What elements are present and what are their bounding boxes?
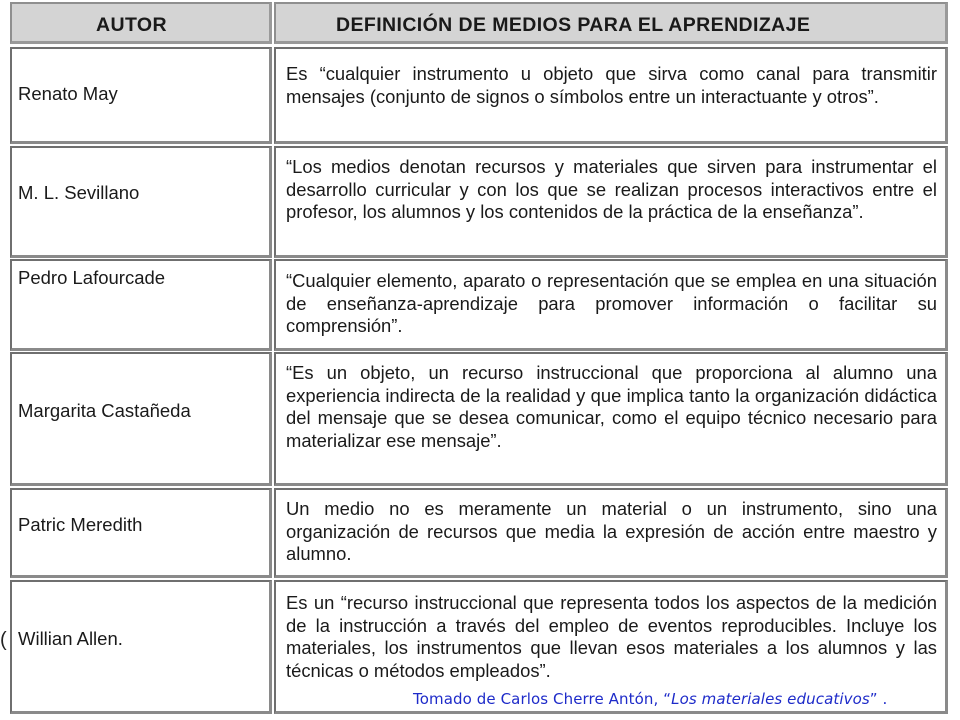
- header-definition-label: DEFINICIÓN DE MEDIOS PARA EL APRENDIZAJE: [336, 14, 811, 36]
- row-definition-cell: [274, 47, 948, 144]
- author-name: Patric Meredith: [18, 514, 143, 535]
- definition-text: Es un “recurso instruccional que representa todos los aspectos de la medición de la instrucción a través del empleo de eventos reproducibles. Incluye los materiales, los instrumentos que llevan esos materiales a los alumnos y las técnicas o métodos empleados”.: [286, 592, 937, 681]
- header-definition-cell: [274, 2, 948, 44]
- author-name: Renato May: [18, 83, 118, 104]
- definition-text: “Cualquier elemento, aparato o representación que se emplea en una situación de enseñanza-aprendizaje para promover información o facilitar su comprensión”.: [286, 270, 937, 337]
- row-author-cell: [10, 488, 272, 578]
- definition-text: “Es un objeto, un recurso instruccional que proporciona al alumno una experiencia indirecta de la realidad y que implica tanto la organización didáctica del mensaje que se desea comunicar, como el equipo técnico necesario para materializar ese mensaje”.: [286, 362, 937, 451]
- row-author-cell: [10, 47, 272, 144]
- row-author-cell: [10, 580, 272, 714]
- definition-text: Es “cualquier instrumento u objeto que sirva como canal para transmitir mensajes (conjunto de signos o símbolos entre un interactuante y otros”.: [286, 63, 937, 107]
- author-name: M. L. Sevillano: [18, 182, 140, 203]
- author-name: Pedro Lafourcade: [18, 267, 166, 288]
- row-definition-cell: [274, 259, 948, 351]
- row-definition-cell: [274, 146, 948, 258]
- row-definition-cell: [274, 488, 948, 578]
- source-credit: [413, 690, 887, 708]
- definitions-table: [10, 2, 948, 716]
- stray-mark: (: [0, 629, 7, 651]
- credit-prefix: Tomado de Carlos Cherre Antón, “: [413, 690, 672, 708]
- author-name: Margarita Castañeda: [18, 400, 191, 421]
- author-name: Willian Allen.: [18, 628, 123, 649]
- definition-text: “Los medios denotan recursos y materiales que sirven para instrumentar el desarrollo curricular y con los que se realizan procesos interactivos entre el profesor, los alumnos y los contenidos de la práctica de la enseñanza”.: [286, 156, 937, 223]
- credit-suffix: ” .: [869, 690, 888, 708]
- row-author-cell: [10, 146, 272, 258]
- row-author-cell: [10, 352, 272, 486]
- row-definition-cell: [274, 352, 948, 486]
- header-author-cell: [10, 2, 272, 44]
- definition-text: Un medio no es meramente un material o un instrumento, sino una organización de recursos que media la expresión de acción entre maestro y alumno.: [286, 498, 937, 565]
- credit-title: Los materiales educativos: [671, 690, 870, 708]
- header-author-label: AUTOR: [96, 14, 167, 36]
- row-author-cell: [10, 259, 272, 351]
